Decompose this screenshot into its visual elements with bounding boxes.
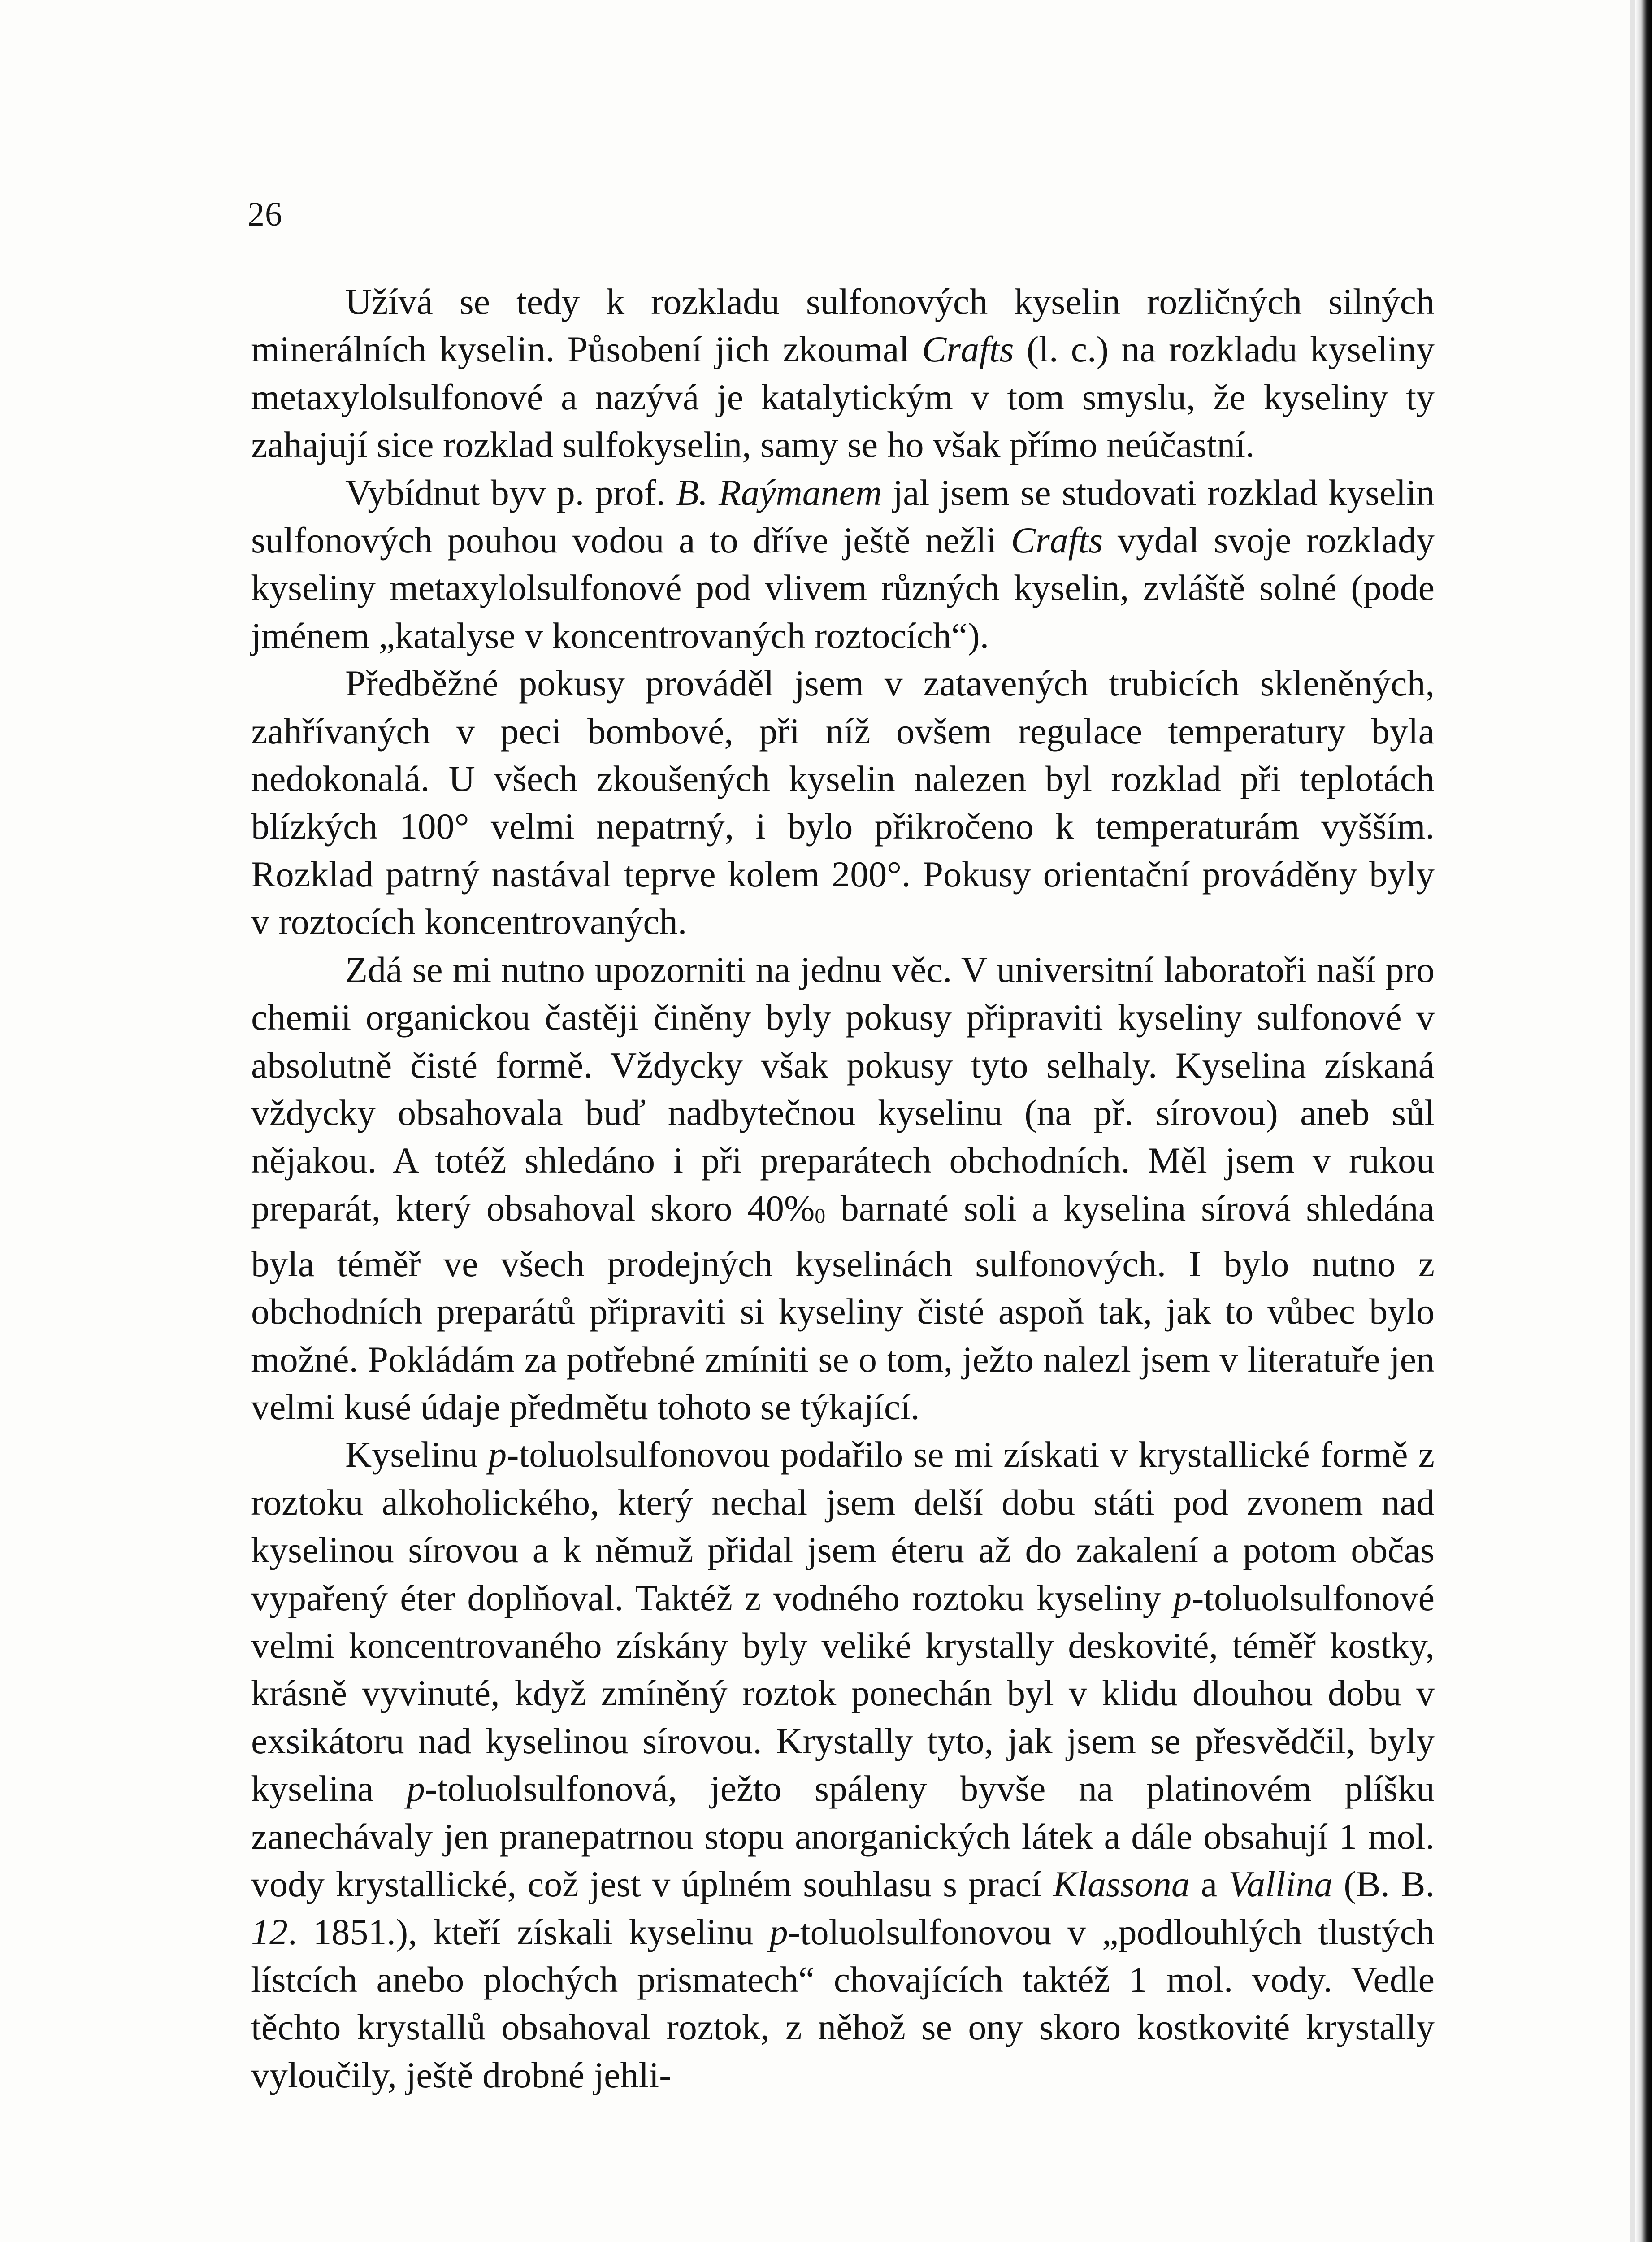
scan-edge	[1635, 0, 1652, 2242]
body-text	[251, 278, 1435, 2099]
paragraph-5: Kyselinu p-toluolsulfonovou podařilo se mi získati v krystallické formě z roztoku alkoholického, který nechal jsem delší dobu státi pod zvonem nad kyselinou sírovou a k němuž přidal jsem éteru až do zakalení a potom občas vypařený éter doplňoval. Taktéž z vodného roztoku kyseliny p-toluolsulfonové velmi koncentrovaného získány byly veliké krystally deskovité, téměř kostky, krásně vyvinuté, když zmíněný roztok ponechán byl v klidu dlouhou dobu v exsikátoru nad kyselinou sírovou. Krystally tyto, jak jsem se přesvědčil, byly kyselina p-toluolsulfonová, ježto spáleny byvše na platinovém plíšku zanechávaly jen pranepatrnou stopu anorganických látek a dále obsahují 1 mol. vody krystallické, což jest v úplném souhlasu s prací Klassona a Vallina (B. B. 12. 1851.), kteří získali kyselinu p-toluolsulfonovou v „podlouhlých tlustých lístcích anebo plochých prismatech“ chovajících taktéž 1 mol. vody. Vedle těchto krystallů obsahoval roztok, z něhož se ony skoro kostkovité krystally vyloučily, ještě drobné jehli-	[251, 1434, 1435, 2095]
scan-edge-shadow	[1630, 0, 1635, 2242]
paragraph-3: Předběžné pokusy prováděl jsem v zatavených trubicích skleněných, zahřívaných v peci bombové, při níž ovšem regulace temperatury byla nedokonalá. U všech zkoušených kyselin nalezen byl rozklad při teplotách blízkých 100° velmi nepatrný, i bylo přikročeno k temperaturám vyšším. Rozklad patrný nastával teprve kolem 200°. Pokusy orientační prováděny byly v roztocích koncentrovaných.	[251, 663, 1435, 943]
paragraph-1: Užívá se tedy k rozkladu sulfonových kyselin rozličných silných minerálních kyselin. Působení jich zkoumal Crafts (l. c.) na rozkladu kyseliny metaxylolsulfonové a nazývá je katalytickým v tom smyslu, že kyseliny ty zahajují sice rozklad sulfokyselin, samy se ho však přímo neúčastní.	[251, 281, 1435, 465]
page-number: 26	[247, 196, 282, 233]
paragraph-4: Zdá se mi nutno upozorniti na jednu věc. V universitní laboratoři naší pro chemii organickou častěji činěny byly pokusy připraviti kyseliny sulfonové v absolutně čisté formě. Vždycky však pokusy tyto selhaly. Kyselina získaná vždycky obsahovala buď nadbytečnou kyselinu (na př. sírovou) aneb sůl nějakou. A totéž shledáno i při preparátech obchodních. Měl jsem v rukou preparát, který obsahoval skoro $40\%_0$ barnaté soli a kyselina sírová shledána byla téměř ve všech prodejných kyselinách sulfonových. I bylo nutno z obchodních preparátů připraviti si kyseliny čisté aspoň tak, jak to vůbec bylo možné. Pokládám za potřebné zmíniti se o tom, ježto nalezl jsem v literatuře jen velmi kusé údaje předmětu tohoto se týkající.	[251, 949, 1435, 1428]
paragraph-2: Vybídnut byv p. prof. B. Raýmanem jal jsem se studovati rozklad kyselin sulfonových pouhou vodou a to dříve ještě nežli Crafts vydal svoje rozklady kyseliny metaxylolsulfonové pod vlivem různých kyselin, zvláště solné (pode jménem „katalyse v koncentrovaných roztocích“).	[251, 472, 1435, 656]
